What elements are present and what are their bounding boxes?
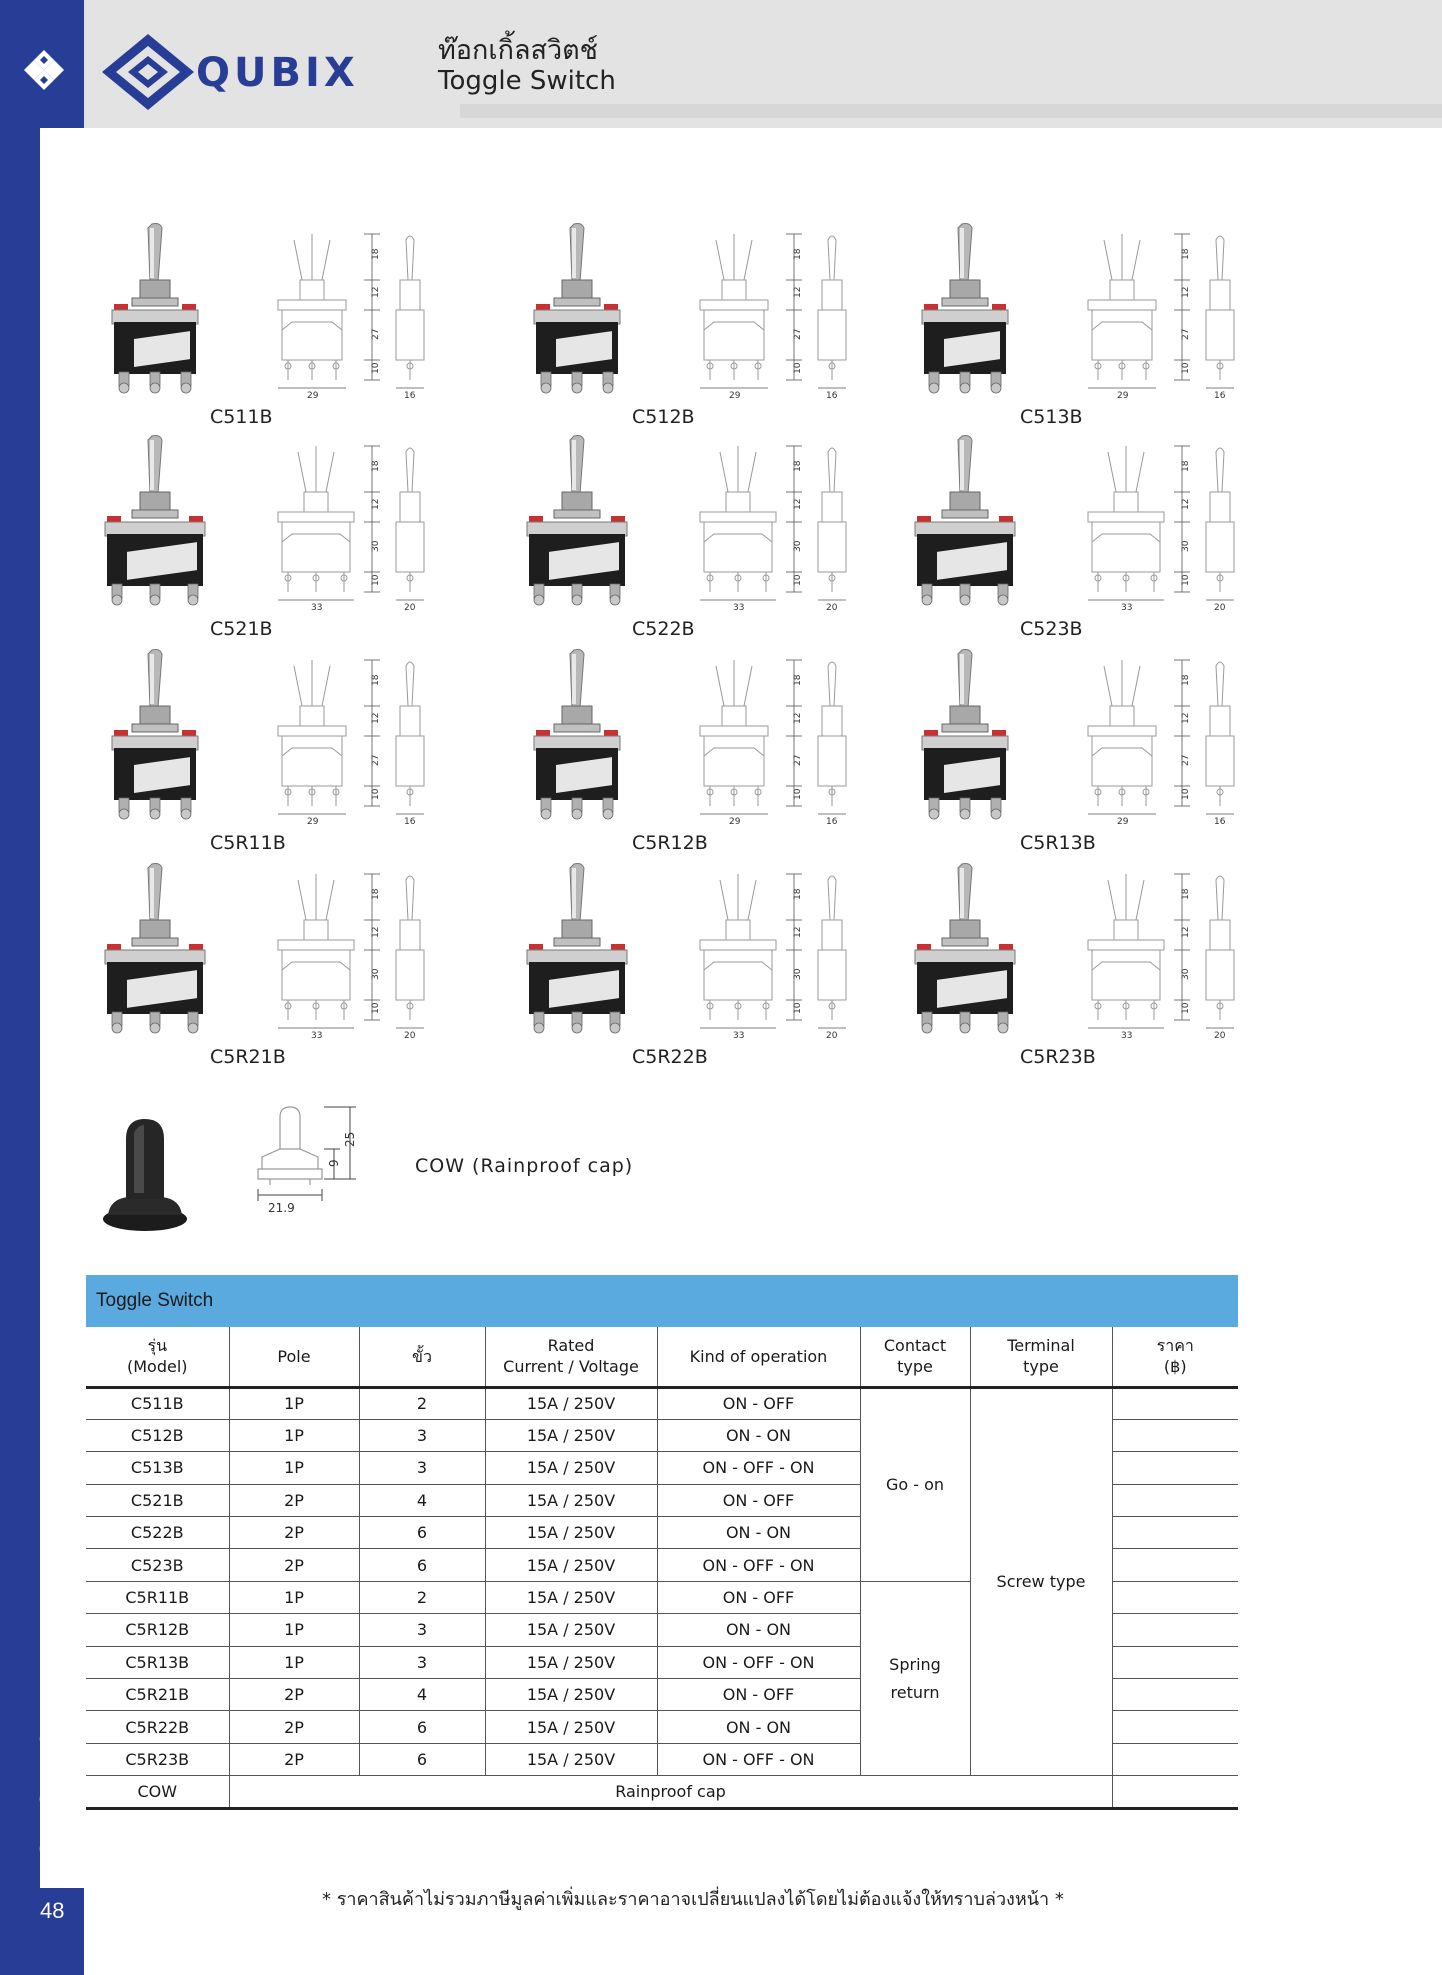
- dim-bushing: 12: [1181, 286, 1191, 298]
- cell-price: [1112, 1484, 1238, 1516]
- product-item: [100, 862, 480, 1072]
- cell-terminals: 2: [359, 1387, 485, 1419]
- dim-terminal: 10: [793, 1002, 803, 1014]
- switch-photo: [522, 222, 632, 402]
- dim-depth: 16: [1214, 817, 1226, 826]
- cell-pole: 1P: [229, 1419, 359, 1451]
- cell-price: [1112, 1419, 1238, 1451]
- col-rated: Rated Current / Voltage: [485, 1327, 657, 1387]
- cell-operation: ON - OFF: [657, 1484, 860, 1516]
- dim-terminal: 10: [793, 574, 803, 586]
- dim-body: 27: [793, 754, 803, 766]
- cell-contact-type: Go - on: [860, 1387, 970, 1581]
- dim-terminal: 10: [793, 788, 803, 800]
- dim-depth: 20: [826, 1031, 838, 1040]
- cell-pole: 2P: [229, 1517, 359, 1549]
- dim-lever: 18: [1181, 460, 1191, 472]
- cell-terminals: 4: [359, 1679, 485, 1711]
- product-model: C523B: [1020, 618, 1083, 640]
- cell-model: C5R23B: [86, 1743, 229, 1775]
- cell-price: [1112, 1646, 1238, 1678]
- dim-lever: 18: [793, 460, 803, 472]
- cell-rated: 15A / 250V: [485, 1646, 657, 1678]
- cell-pole: 2P: [229, 1549, 359, 1581]
- switch-dimension-drawing: [260, 230, 470, 400]
- dim-lever: 18: [793, 888, 803, 900]
- table-row-cow: [86, 1776, 1238, 1808]
- table-row: [86, 1387, 1238, 1419]
- dim-lever: 18: [371, 888, 381, 900]
- product-model: C5R22B: [632, 1046, 708, 1068]
- switch-dimension-drawing: [682, 442, 892, 612]
- rainproof-cap-photo: [100, 1115, 190, 1235]
- product-item: [522, 434, 902, 644]
- cell-terminals: 3: [359, 1452, 485, 1484]
- dim-body: 27: [793, 328, 803, 340]
- dim-body: 27: [371, 754, 381, 766]
- cell-rated: 15A / 250V: [485, 1549, 657, 1581]
- dim-lever: 18: [371, 248, 381, 260]
- dim-lever: 18: [793, 674, 803, 686]
- dim-bushing: 12: [793, 286, 803, 298]
- cap-height-dim: 25: [343, 1131, 357, 1147]
- dim-lever: 18: [1181, 674, 1191, 686]
- dim-body: 27: [371, 328, 381, 340]
- dim-depth: 20: [404, 1031, 416, 1040]
- cell-model: C5R21B: [86, 1679, 229, 1711]
- product-model: C5R13B: [1020, 832, 1096, 854]
- switch-dimension-drawing: [1070, 870, 1280, 1040]
- dim-terminal: 10: [1181, 788, 1191, 800]
- cell-model: C521B: [86, 1484, 229, 1516]
- dim-terminal: 10: [1181, 1002, 1191, 1014]
- cell-operation: ON - OFF: [657, 1679, 860, 1711]
- dim-bushing: 12: [371, 286, 381, 298]
- dim-bushing: 12: [793, 498, 803, 510]
- dim-body: 30: [1181, 540, 1191, 552]
- cell-model: COW: [86, 1776, 229, 1808]
- dim-depth: 16: [1214, 391, 1226, 400]
- dim-width: 33: [733, 603, 745, 612]
- switch-dimension-drawing: [682, 656, 892, 826]
- switch-photo: [100, 434, 210, 614]
- switch-dimension-drawing: [260, 442, 470, 612]
- dim-width: 29: [729, 391, 741, 400]
- product-item: [100, 434, 480, 644]
- cell-terminals: 3: [359, 1614, 485, 1646]
- cell-rated: 15A / 250V: [485, 1614, 657, 1646]
- switch-photo: [522, 862, 632, 1042]
- dim-body: 30: [793, 968, 803, 980]
- dim-width: 29: [1117, 817, 1129, 826]
- product-item: [522, 222, 902, 432]
- dim-body: 27: [1181, 328, 1191, 340]
- cell-pole: 2P: [229, 1679, 359, 1711]
- cell-price: [1112, 1581, 1238, 1613]
- cell-terminals: 3: [359, 1646, 485, 1678]
- cell-operation: ON - OFF - ON: [657, 1452, 860, 1484]
- product-item: [522, 648, 902, 858]
- page-number: 48: [40, 1898, 65, 1923]
- product-model: C521B: [210, 618, 273, 640]
- cell-terminals: 2: [359, 1581, 485, 1613]
- cell-rated: 15A / 250V: [485, 1711, 657, 1743]
- switch-photo: [910, 434, 1020, 614]
- dim-body: 30: [371, 968, 381, 980]
- table-title-bar: [86, 1275, 1238, 1327]
- cell-model: C5R13B: [86, 1646, 229, 1678]
- cell-model: C512B: [86, 1419, 229, 1451]
- cell-rated: 15A / 250V: [485, 1517, 657, 1549]
- cell-operation: ON - OFF: [657, 1581, 860, 1613]
- cell-price: [1112, 1776, 1238, 1808]
- cell-operation: ON - OFF - ON: [657, 1646, 860, 1678]
- cell-rated: 15A / 250V: [485, 1387, 657, 1419]
- dim-width: 29: [307, 817, 319, 826]
- dim-lever: 18: [371, 674, 381, 686]
- switch-photo: [910, 648, 1020, 828]
- product-model: C5R11B: [210, 832, 286, 854]
- brand-name: QUBIX: [196, 50, 359, 96]
- cell-terminals: 4: [359, 1484, 485, 1516]
- col-contact-type: Contact type: [860, 1327, 970, 1387]
- dim-body: 30: [371, 540, 381, 552]
- dim-bushing: 12: [793, 926, 803, 938]
- dim-terminal: 10: [371, 574, 381, 586]
- cell-rated: 15A / 250V: [485, 1484, 657, 1516]
- cell-rated: 15A / 250V: [485, 1679, 657, 1711]
- product-item: [522, 862, 902, 1072]
- page-title-thai: ท๊อกเกิ้ลสวิตช์: [438, 35, 598, 66]
- dim-depth: 20: [404, 603, 416, 612]
- product-model: C511B: [210, 406, 273, 428]
- cell-price: [1112, 1743, 1238, 1775]
- qubix-logo-icon: [100, 32, 196, 112]
- cell-terminals: 6: [359, 1549, 485, 1581]
- dim-bushing: 12: [371, 712, 381, 724]
- cell-operation: ON - OFF: [657, 1387, 860, 1419]
- product-item: [100, 648, 480, 858]
- dim-depth: 20: [826, 603, 838, 612]
- dim-lever: 18: [371, 460, 381, 472]
- cow-product: [100, 1105, 660, 1235]
- product-item: [910, 648, 1290, 858]
- dim-width: 33: [311, 1031, 323, 1040]
- footnote: * ราคาสินค้าไม่รวมภาษีมูลค่าเพิ่มและราคาอาจเปลี่ยนแปลงได้โดยไม่ต้องแจ้งให้ทราบล่วงหน้า *: [322, 1889, 1064, 1910]
- cell-price: [1112, 1517, 1238, 1549]
- table-title: Toggle Switch: [96, 1290, 214, 1311]
- dim-depth: 16: [404, 391, 416, 400]
- switch-dimension-drawing: [682, 870, 892, 1040]
- dim-body: 30: [793, 540, 803, 552]
- cell-operation: ON - OFF - ON: [657, 1743, 860, 1775]
- col-terminals: ขั้ว: [359, 1327, 485, 1387]
- dim-bushing: 12: [1181, 498, 1191, 510]
- col-price: ราคา (฿): [1112, 1327, 1238, 1387]
- cell-pole: 1P: [229, 1387, 359, 1419]
- dim-depth: 20: [1214, 1031, 1226, 1040]
- header-accent-stripe: [460, 104, 1442, 118]
- dim-depth: 16: [404, 817, 416, 826]
- switch-photo: [522, 434, 632, 614]
- cell-model: C522B: [86, 1517, 229, 1549]
- cell-model: C5R22B: [86, 1711, 229, 1743]
- dim-bushing: 12: [1181, 712, 1191, 724]
- dim-width: 33: [311, 603, 323, 612]
- dim-width: 33: [733, 1031, 745, 1040]
- cell-operation: ON - ON: [657, 1419, 860, 1451]
- cell-model: C5R11B: [86, 1581, 229, 1613]
- cap-width-dim: 21.9: [268, 1201, 295, 1215]
- dim-depth: 16: [826, 817, 838, 826]
- dim-terminal: 10: [371, 362, 381, 374]
- cell-price: [1112, 1387, 1238, 1419]
- cell-price: [1112, 1679, 1238, 1711]
- switch-photo: [100, 862, 210, 1042]
- product-item: [100, 222, 480, 432]
- cell-rated: 15A / 250V: [485, 1743, 657, 1775]
- cell-price: [1112, 1711, 1238, 1743]
- product-model: C5R12B: [632, 832, 708, 854]
- switch-photo: [522, 648, 632, 828]
- cell-pole: 2P: [229, 1484, 359, 1516]
- cell-rated: 15A / 250V: [485, 1581, 657, 1613]
- cell-model: C511B: [86, 1387, 229, 1419]
- cap-height2-dim: 9: [327, 1159, 341, 1167]
- dim-width: 33: [1121, 1031, 1133, 1040]
- cell-price: [1112, 1549, 1238, 1581]
- dim-body: 27: [1181, 754, 1191, 766]
- dim-bushing: 12: [1181, 926, 1191, 938]
- cell-model: C5R12B: [86, 1614, 229, 1646]
- cow-label: COW (Rainproof cap): [415, 1155, 634, 1177]
- cell-terminals: 6: [359, 1517, 485, 1549]
- cell-description: Rainproof cap: [229, 1776, 1112, 1808]
- switch-photo: [100, 222, 210, 402]
- product-item: [910, 862, 1290, 1072]
- cell-operation: ON - ON: [657, 1614, 860, 1646]
- dim-terminal: 10: [371, 788, 381, 800]
- cell-pole: 2P: [229, 1743, 359, 1775]
- product-item: [910, 222, 1290, 432]
- page-title: Toggle Switch: [438, 66, 616, 96]
- dim-lever: 18: [1181, 888, 1191, 900]
- product-model: C512B: [632, 406, 695, 428]
- col-operation: Kind of operation: [657, 1327, 860, 1387]
- cell-rated: 15A / 250V: [485, 1419, 657, 1451]
- cell-terminal-type: Screw type: [970, 1387, 1112, 1776]
- cell-model: C523B: [86, 1549, 229, 1581]
- switch-dimension-drawing: [1070, 656, 1280, 826]
- cell-rated: 15A / 250V: [485, 1452, 657, 1484]
- product-model: C513B: [1020, 406, 1083, 428]
- dim-terminal: 10: [1181, 362, 1191, 374]
- cell-terminals: 6: [359, 1711, 485, 1743]
- dim-width: 29: [1117, 391, 1129, 400]
- cell-operation: ON - OFF - ON: [657, 1549, 860, 1581]
- dim-width: 29: [729, 817, 741, 826]
- dim-width: 29: [307, 391, 319, 400]
- dim-terminal: 10: [793, 362, 803, 374]
- switch-photo: [910, 222, 1020, 402]
- switch-dimension-drawing: [260, 656, 470, 826]
- dim-depth: 16: [826, 391, 838, 400]
- switch-dimension-drawing: [1070, 442, 1280, 612]
- cell-operation: ON - ON: [657, 1711, 860, 1743]
- product-model: C522B: [632, 618, 695, 640]
- rainproof-cap-drawing: [240, 1105, 380, 1225]
- cell-pole: 1P: [229, 1646, 359, 1678]
- qubix-mark-icon: [24, 50, 64, 90]
- dim-terminal: 10: [1181, 574, 1191, 586]
- dim-lever: 18: [1181, 248, 1191, 260]
- switch-photo: [100, 648, 210, 828]
- cell-contact-type: Spring return: [860, 1581, 970, 1775]
- cell-pole: 1P: [229, 1614, 359, 1646]
- cell-price: [1112, 1614, 1238, 1646]
- dim-bushing: 12: [793, 712, 803, 724]
- dim-body: 30: [1181, 968, 1191, 980]
- section-label: SECTION : 1: [34, 1633, 74, 1860]
- cell-terminals: 3: [359, 1419, 485, 1451]
- table-header-row: [86, 1327, 1238, 1387]
- switch-dimension-drawing: [260, 870, 470, 1040]
- cell-terminals: 6: [359, 1743, 485, 1775]
- col-terminal-type: Terminal type: [970, 1327, 1112, 1387]
- switch-photo: [910, 862, 1020, 1042]
- cell-pole: 1P: [229, 1452, 359, 1484]
- cell-pole: 1P: [229, 1581, 359, 1613]
- switch-dimension-drawing: [1070, 230, 1280, 400]
- spec-table: [86, 1327, 1238, 1810]
- product-model: C5R23B: [1020, 1046, 1096, 1068]
- cell-model: C513B: [86, 1452, 229, 1484]
- cell-price: [1112, 1452, 1238, 1484]
- dim-width: 33: [1121, 603, 1133, 612]
- dim-bushing: 12: [371, 926, 381, 938]
- dim-lever: 18: [793, 248, 803, 260]
- dim-bushing: 12: [371, 498, 381, 510]
- cell-operation: ON - ON: [657, 1517, 860, 1549]
- dim-terminal: 10: [371, 1002, 381, 1014]
- product-model: C5R21B: [210, 1046, 286, 1068]
- col-pole: Pole: [229, 1327, 359, 1387]
- col-model: รุ่น (Model): [86, 1327, 229, 1387]
- product-item: [910, 434, 1290, 644]
- dim-depth: 20: [1214, 603, 1226, 612]
- switch-dimension-drawing: [682, 230, 892, 400]
- cell-pole: 2P: [229, 1711, 359, 1743]
